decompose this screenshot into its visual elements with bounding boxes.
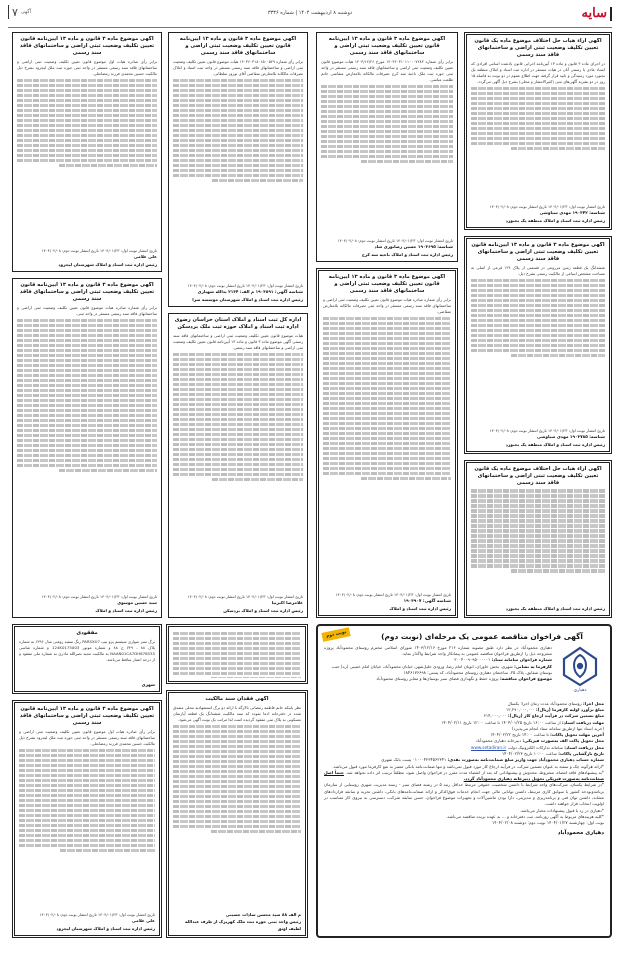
page-tag [8,5,31,19]
row-value: دبیرخانه دهیاری محمودآباد [475,738,522,744]
ad-title: آگهی آراء هیات حل اختلاف موضوع ماده یک قانون تعیین تکلیف وضعیت ثبتی اراضی و ساختمانهای فاقد سند رسمی [474,38,602,59]
row-label: آخرین مهلت تحویل پاکات: [550,732,604,738]
ad-block [166,624,308,684]
note-text: *به پیشنهادهای فاقد امضاء، مشروط، مخدوش و پیشنهاداتی که بعد از انقضاء مدت مقرر در فراخوان واصل شود، مطلقاً ترتیب اثر داده نخواهد شد. [345,769,604,775]
page-tag-bar [8,5,9,19]
row-label: شماره فراخوان سامانه ستاد: [491,657,552,663]
tender-signature: دهیاری محمودآباد [557,829,604,836]
ad-office: رئیس اداره ثبت اسناد و املاک منطقه یک بجنورد [505,605,605,611]
row-label: مبلغ برآورد اولیه کارفرما (ریال): [536,706,604,712]
row-value: سامانه تدارکات الکترونیک دولت [507,744,563,750]
ad-title: آگهی آراء هیات حل اختلاف موضوع ماده یک قانون تعیین تکلیف وضعیت ثبتی اراضی و ساختمانهای فاقد سند رسمی [474,466,602,487]
ad-office: رئیس اداره ثبت اسناد و املاک شهرستان لیجرود [58,261,157,267]
row-label: شماره حساب دهیاری محمودآباد جهت واریز مبلغ ضمانت‌نامه به‌صورت نقدی: [447,757,604,763]
row-value: تا ساعت ۱۴:۰۰ تاریخ ۱۴۰۴/۰۲/۲۲ [490,732,549,738]
ad-dates: تاریخ انتشار نوبت اول: ۱۴۰۴/۰۱/۲۳ تاریخ انتشار نوبت دوم: ۱۴۰۴/۰۲/۰۸ [489,203,605,209]
ad-body: برابر رأی صادره هیات اول موضوع قانون تعیین تکلیف وضعیت ثبتی اراضی و ساختمانهای فاقد سند رسمی مستقر در واحد ثبتی حوزه ثبت ملک لیجرود بشرح ذیل مالکیت حسین محمدی فرزند رمضانعلی. [19,729,155,747]
ad-body: برابر رأی شماره صادره هیات موضوع قانون تعیین تکلیف وضعیت ثبتی اراضی و ساختمانهای فاقد سند رسمی مستقر در واحد ثبتی تصرفات مالکانه بلامعارض متقاضی. [323,297,451,315]
ad-body: در اجرای ماده ۳ قانون و ماده ۱۳ آیین‌نامه اجرایی قانون یادشده اسامی افرادی که اسناد عادی یا رسمی آنان در هیات مستقر در اداره ثبت اسناد و املاک منطقه یک بجنورد مورد رسیدگی و تایید قرار گرفته جهت اطلاع عموم در دو نوبت به فاصله ۱۵ روز در دو نشریه آگهی‌های ثبتی (کثیرالانتشار و محلی) بشرح ذیل آگهی می‌گردد. [471,61,605,85]
ad-dates: تاریخ انتشار نوبت اول: ۱۴۰۴/۰۱/۲۳ تاریخ انتشار نوبت دوم: ۱۴۰۴/۰۲/۰۸ [187,282,303,288]
row-label: مبلغ تضمین شرکت در فرآیند ارجاع کار (ریال): [507,713,604,719]
ad-signature: غلامرضا اکبرنیا [271,600,303,606]
ad-signature: شناسه: ۱۹۰۳۶۹۵ حسین رضانوری شاد [374,244,453,250]
row-label: محل دریافت اسناد: [564,744,604,750]
ad-block [464,32,612,230]
header-rule [8,27,612,28]
ad-dates: تاریخ انتشار نوبت اول: ۱۴۰۴/۰۱/۲۳ تاریخ انتشار نوبت دوم: ۱۴۰۴/۰۲/۰۸ [489,427,605,433]
row-label: محل تحویل پاکت الف به‌صورت فیزیکی: [522,738,604,744]
ad-title: آگهی موضوع ماده ۳ قانون و ماده ۱۳ آیین‌نامه قانون تعیین تکلیف وضعیت ثبتی اراضی و ساختمانهای فاقد سند رسمی [19,36,155,57]
ad-block [12,700,162,938]
page-number: ۷ [12,5,18,19]
row-value: ۲۰۰۴۰۰۹۰۹۵۰۰۰۰۰۱ [454,657,491,663]
ad-body: برابر رأی شماره ۱۴۰۳۶۰۳۱۰۱۱۰۰۰۷۲۸۳ مورخ ۱۴۰۳/۱۲/۲۶ هیات موضوع قانون تعیین تکلیف وضعیت ثبتی اراضی و ساختمانهای فاقد سند رسمی مستقر در واحد ثبتی حوزه ثبت ملک ناحیه سه کرج تصرفات مالکانه بلامعارض متقاضی خانم طلعت عباسی. [321,59,453,83]
ad-dates: تاریخ انتشار نوبت اول: ۱۴۰۴/۰۱/۲۳ تاریخ انتشار نوبت دوم: ۱۴۰۴/۰۲/۰۸ [39,911,155,917]
ad-office: رئیس اداره ثبت اسناد و املاک [389,605,451,611]
tender-intro: دهیاری محمودآباد در نظر دارد طبق مصوبه شماره ۲۱۶ مورخ ۱۴۰۳/۱۲/۱۶ شورای اسلامی محترم روستای محمودآباد پروژه مشروحه ذیل را ازطریق فراخوان مناقصه عمومی به پیمانکار واجد شرایط واگذار نماید. [324,644,552,656]
ad-block [12,32,162,272]
ad-body: ششدانگ یک قطعه زمین مزروعی در قسمتی از پلاک ۱۲۹ فرعی از اصلی به مساحت مشخص ابتیاعی از مالکیت رسمی بشرح ذیل. [471,265,605,277]
lost-document-ad [12,624,162,694]
ad-signature: شناسه آگهی: ۱۹۰۳۸۹۱ م الف: ۲۱۳۴ یدالله شهبازی [197,289,303,295]
ad-title: آگهی موضوع ماده ۳ قانون و ماده ۱۳ آیین‌نامه قانون تعیین تکلیف وضعیت ثبتی اراضی و ساختمانهای فاقد سند رسمی [471,242,605,263]
newspaper-logo [582,6,612,21]
ad-body: برابر رأی صادره هیات اول موضوع قانون تعیین تکلیف وضعیت ثبتی اراضی و ساختمانهای فاقد سند رسمی مستقر در واحد ثبتی حوزه ثبت ملک لیجرود بشرح ذیل مالکیت حسین محمدی فرزند رمضانعلی. [17,59,157,77]
row-value: ۶۱۴,۰۰۰,۰۰۰ [483,713,507,719]
row-value: ساعت ۱۰:۰۰ تاریخ ۱۴۰۴/۰۲/۲۳ [501,751,557,756]
ad-signature: م الف ۸۸ سید محسن سادات حسینی [225,912,301,918]
ad-dates: تاریخ انتشار نوبت اول: ۱۴۰۴/۰۱/۲۳ تاریخ انتشار نوبت دوم: ۱۴۰۴/۰۲/۰۸ [337,237,453,243]
ad-title: اداره کل ثبت اسناد و املاک استان خراسان رضوی اداره ثبت اسناد و املاک حوزه ثبت ملک بردسکن [174,317,302,331]
emblem-word: دهیاری [573,687,587,693]
row-label: موضوع فراخوان مناقصه: [499,676,552,682]
row-label: کارفرما به نشانی: [514,663,552,669]
ad-office: رئیس اداره ثبت اسناد و املاک [95,607,157,613]
ad-block [168,32,308,307]
note-emphasis: حتماً اصل ضمانت‌نامه به‌صورت فیزیکی تحویل دبیرخانه دهیاری محمودآباد گردد. [324,769,604,782]
ad-title: آگهی موضوع ماده ۳ قانون و ماده ۱۳ آیین‌نامه قانون تعیین تکلیف وضعیت ثبتی اراضی و ساختمانهای فاقد سند رسمی [19,706,155,727]
ad-block [464,460,612,618]
emblem-icon [560,645,600,687]
ad-office: رئیس واحد ثبتی حوزه ثبت ملک کهریزک از طرف عبدالله لطیف اوتق [184,919,301,931]
tender-publish-dates: نوبت اول: چهارشنبه ۱۴۰۴/۰۱/۲۷ نوبت دوم: دوشنبه ۱۴۰۴/۰۲/۰۸ [492,820,604,826]
ad-body: برابر رأی شماره ۱۴۰۳۶۰۳۱۸۰۱۵۰۰۵۲۹ هیات موضوع قانون تعیین تکلیف وضعیت ثبتی اراضی و ساختمانهای فاقد سند رسمی مستقر در واحد ثبت اسناد و املاک تصرفات مالکانه بلامعارض متقاضی آقای نوروز سلطانی. [173,59,303,77]
ad-block [12,278,162,618]
ad-title: آگهی موضوع ماده ۳ قانون و ماده ۱۳ آیین‌نامه قانون تعیین تکلیف وضعیت ثبتی اراضی و ساختمانهای فاقد سند رسمی [179,36,297,57]
logo-text: سایه [581,6,607,21]
row-value: روستای محمودآباد مدت زمان اجرا: یکسال [507,700,582,706]
tender-note: *ارائه هرگونه چک و سفته به عنوان تضمین شرکت در فرآیند ارجاع کار مورد قبول نمی‌باشد و تنها ضمانت‌نامه بانکی معتبر به نفع کارفرما مورد قبول می‌باشد. [332,763,604,769]
logo-bar [610,7,612,21]
row-label: تاریخ بازگشایی پاکات: [558,751,604,756]
tender-ad [316,624,612,938]
ad-signature: شناسه: ۱۹۰۳۴۲ مهدی سیاوشی [539,210,605,216]
ad-office: رئیس اداره ثبت اسناد و املاک ناحیه سه کرج [361,251,453,257]
ad-body: نظر باینکه خانم فاطمه رمضانی بالارگه با ارائه دو برگ استشهادیه محلی مصدق شده در دفترخانه ادعا نموده که سند مالکیت ششدانگ یک قطعه آپارتمان مسکونی به پلاک ثبتی مفقود گردیده است لذا مراتب یک نوبت آگهی می‌شود. [173,705,301,723]
ad-signature: شناسه: ۱۹۰۳۷۸۵ مهدی سیاوشی [537,434,605,440]
row-label: مهلت دریافت اسناد: [562,719,604,725]
ad-dates: تاریخ انتشار نوبت اول: ۱۴۰۴/۰۱/۲۳ تاریخ انتشار نوبت دوم: ۱۴۰۴/۰۲/۰۸ [187,593,303,599]
ad-body: هیات موضوع قانون تعیین تکلیف وضعیت ثبتی اراضی و ساختمانهای فاقد سند رسمی آگهی موضوع ماده ۳ قانون و ماده ۱۳ آیین‌نامه قانون تعیین تکلیف وضعیت ثبتی اراضی و ساختمانهای فاقد سند رسمی. [173,333,303,351]
round-badge: نوبت دوم [321,627,351,642]
tender-note [324,770,604,783]
row-value: شهری، بخش خاوران، اتوبان امام رضا، ورودی خلیل‌شهر، خیابان محمودآباد، خیابان امام خمینی (ره) جنب بوستان شقایق، پلاک ۲۵، ساختمان دهیاری روستای محمودآباد، کد پستی: ۱۸۴۶۱۷۶۶۹۸ [331,663,552,675]
ad-block [168,313,308,618]
ad-signature: شهری [141,681,155,687]
ad-body: برگ سبز سواری سیستم پژو تیپ PARSXU7 رنگ سفید روغنی مدل ۱۳۹۶ به شماره پلاک ۸۸ - ۷۴۹ ج ۸۸ و شماره موتور 124K0175003 و شماره شاسی NAAN01CA7DH878535 به مالکیت مجید نصرالله ماذری به شماره ملی مفقود و از درجه اعتبار ساقط می‌باشد. [19,639,155,663]
ad-signature: شناسه آگهی: ۱۹۰۳۹۰۷ [403,598,451,604]
ad-block-wide [464,236,612,454]
ad-title: آگهی فقدان سند مالکیت [205,696,269,702]
ad-signature: علی غلامی [133,254,157,260]
ad-dates: تاریخ انتشار نوبت اول: ۱۴۰۴/۰۱/۲۳ تاریخ انتشار نوبت دوم: ۱۴۰۴/۰۲/۰۸ [41,247,157,253]
tender-note: *در شرایط یکسان، شرکت‌های واجد شرایط با داشتن شخصیت حقوقی مرتبط حداقل رتبه ۵ در رشته فضای سبز - رسته مدیریت شهری روستایی از سازمان برنامه‌وبودجه کشور با سوابق کاری مرتبط، داشتن توانایی مالی جهت انجام خدمات فوق‌الذکر و ارائه ضمانت‌نامه‌های بانکی، داشتن تجربه و سابقه قراردادهای مشابه، داشتن توان فنی و برنامه‌ریزی و مدیریتی، دارا بودن ماشین‌آلات و تجهیزات موضوع فراخوان، حسن سابقه شرکت، دسترسی به نیروی کار متناسب در اولویت انتخاب قرار خواهند داشت. [324,782,604,807]
ad-office: رئیس اداره ثبت اسناد و املاک منطقه یک بجنورد [505,217,605,223]
ad-body: برابر رأی شماره صادره هیات موضوع قانون تعیین تکلیف وضعیت ثبتی اراضی و ساختمانهای فاقد سند رسمی مستقر در واحد ثبتی. [17,305,157,317]
tender-note: *کلیه هزینه‌های مربوط به آگهی روزنامه، ثبت دفترخانه و ... به عهده برنده مناقصه می‌باشد. [445,813,604,819]
issue-line: دوشنبه ۸ اردیبهشت ۱۴۰۴ | شماره ۳۳۳۶ [267,10,353,16]
page-header [0,0,620,26]
tender-title: آگهی فراخوان مناقصه عمومی یک مرحله‌ای (نوبت دوم) [381,632,583,641]
ad-title: مفقودی [76,630,98,636]
dehyari-emblem [556,645,604,701]
row-label: محل اجرا: [583,700,604,706]
ad-title: آگهی موضوع ماده ۳ قانون و ماده ۱۳ آیین‌نامه قانون تعیین تکلیف وضعیت ثبتی اراضی و ساختمانهای فاقد سند رسمی [328,36,446,57]
tender-note: *دهیاری در رد یا قبول پیشنهادات مختار می‌باشد. [519,807,604,813]
ad-dates: تاریخ انتشار نوبت اول: ۱۴۰۴/۰۱/۲۳ تاریخ انتشار نوبت دوم: ۱۴۰۴/۰۲/۰۸ [335,591,451,597]
ad-office: رئیس اداره ثبت اسناد و املاک بردسکن [223,607,303,613]
ad-office: رئیس اداره ثبت اسناد و املاک شهرستان موسسه سرا [192,296,303,302]
ad-title: آگهی موضوع ماده ۳ قانون و ماده ۱۳ آیین‌نامه قانون تعیین تکلیف وضعیت ثبتی اراضی و ساختمانهای فاقد سند رسمی [328,274,446,295]
ad-office: رئیس اداره ثبت اسناد و املاک شهرستان لیجرود [56,925,155,931]
lost-deed-ad [166,690,308,938]
ad-signature: علی غلامی [131,918,155,924]
row-value: از ساعت ۱۶:۰۰ تاریخ ۱۴۰۴/۰۱/۲۵ تا ساعت ۱۲:۰۰ تاریخ ۱۴۰۴/۰۲/۱۱ [441,719,561,725]
ad-signature: سید حسین موسوی [117,600,157,606]
ad-office: رئیس اداره ثبت اسناد و املاک منطقه یک بجنورد [505,441,605,447]
section-label: آگهی [20,9,32,15]
row-value: ۰۱۰۰۰۴۲۳۴۵۶۲۳۴۱ پست بانک شهری [381,757,447,763]
ad-title: آگهی موضوع ماده ۳ قانون و ماده ۱۳ آیین‌نامه قانون تعیین تکلیف وضعیت ثبتی اراضی و ساختمانهای فاقد سند رسمی [19,282,155,303]
ad-block [316,32,458,262]
row-value: ۱۲,۲۹۰,۰۰۰,۰۰۰ [505,706,535,712]
setad-website-link[interactable]: www.setadiran.ir [471,744,507,750]
row-value: پروژه حفظ و نگهداری فضای سبز بوستان‌ها و معابر روستای محمودآباد [376,676,499,682]
ad-block [316,268,458,618]
row-value: (خرید اسناد تنها ازطریق سامانه ستاد انجام می‌پذیرد) [511,725,604,731]
ad-dates: تاریخ انتشار نوبت اول: ۱۴۰۴/۰۱/۲۳ تاریخ انتشار نوبت دوم: ۱۴۰۴/۰۲/۰۸ [41,593,157,599]
